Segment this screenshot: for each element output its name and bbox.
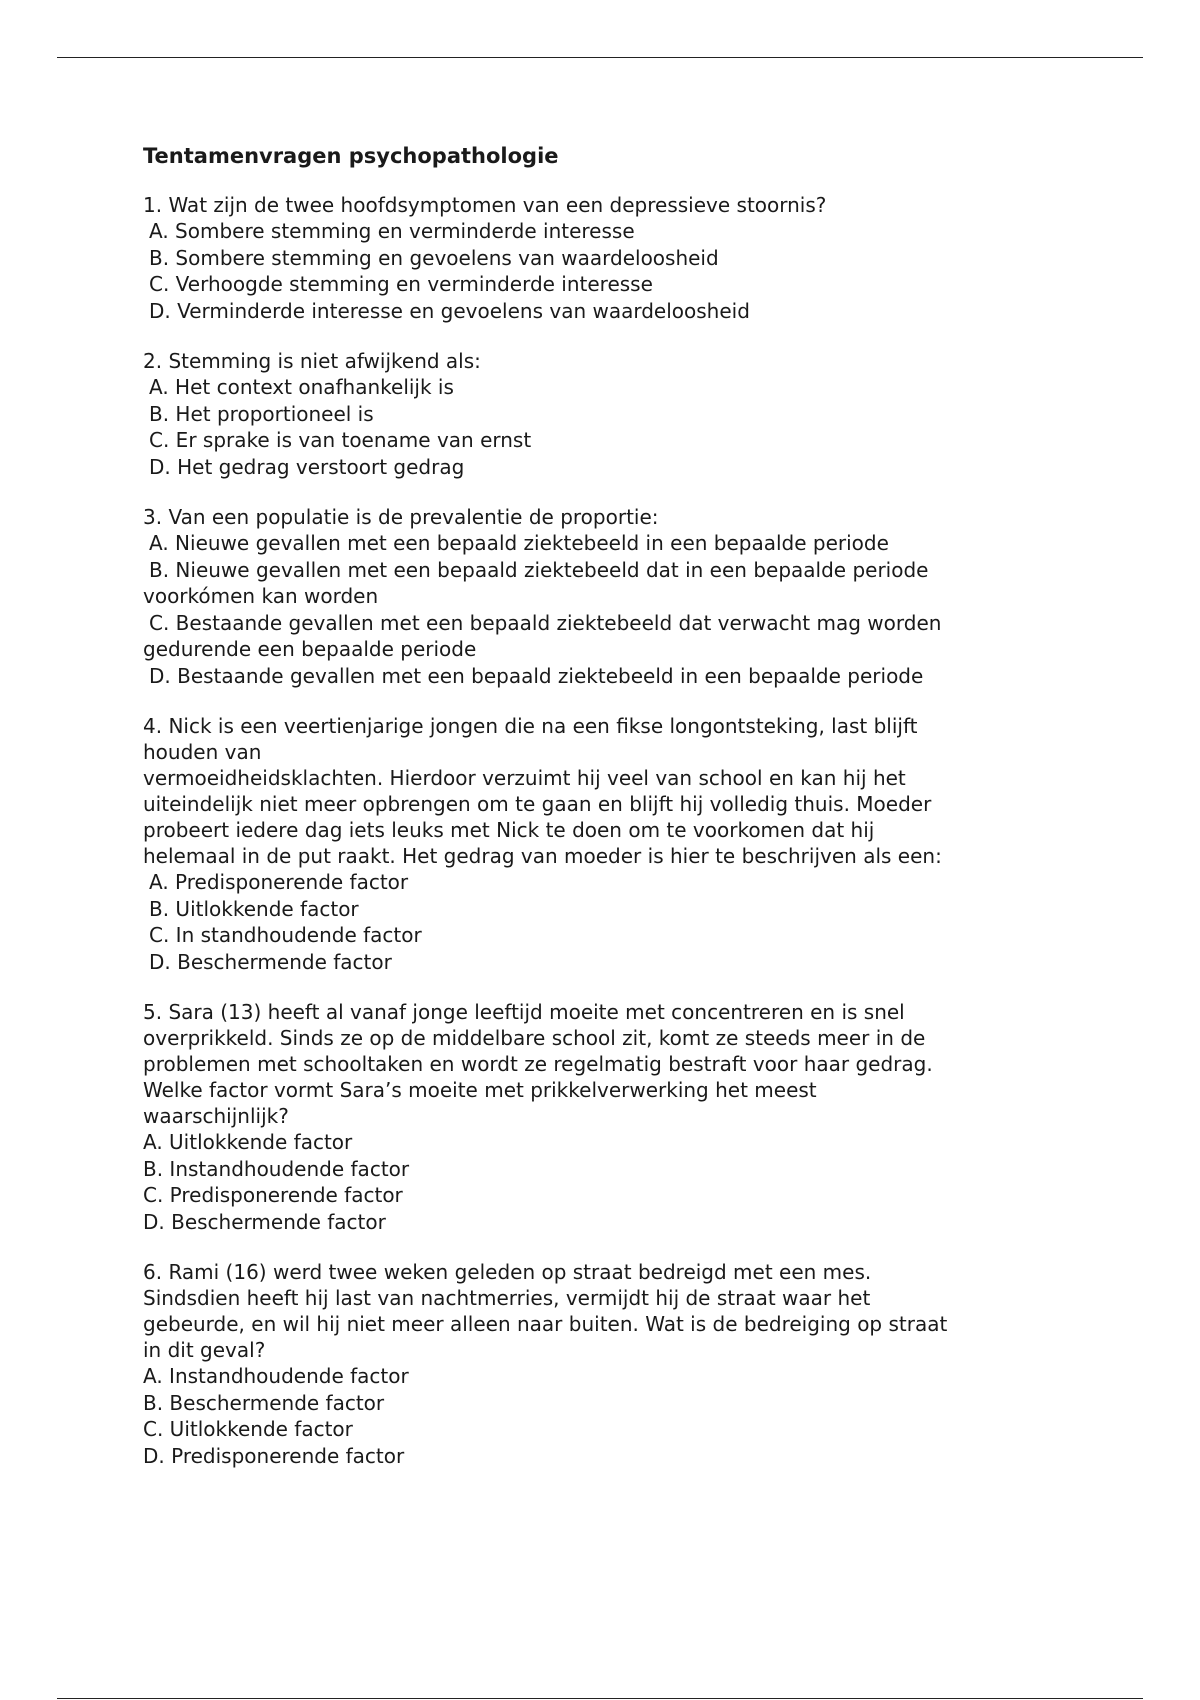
option-b: B. Het proportioneel is xyxy=(149,401,374,426)
question-3 xyxy=(143,504,1043,689)
option-b: B. Uitlokkende factor xyxy=(149,896,359,921)
document-body xyxy=(143,142,1043,1493)
question-2 xyxy=(143,348,1043,480)
option-d: D. Beschermende factor xyxy=(143,1209,386,1234)
option-d: D. Het gedrag verstoort gedrag xyxy=(149,454,465,479)
option-b xyxy=(143,557,1043,610)
option-c: C. In standhoudende factor xyxy=(149,923,422,947)
answer-options xyxy=(143,530,1043,689)
answer-options xyxy=(143,869,1043,975)
option-c: C. Uitlokkende factor xyxy=(143,1417,353,1441)
bottom-divider xyxy=(57,1698,1143,1699)
question-text: 6. Rami (16) werd twee weken geleden op straat bedreigd met een mes. Sindsdien heeft hij last van nachtmerries, vermijdt hij de straat waar het gebeurde, en wil hij niet meer alleen naar buiten. Wat is de bedreiging op straat in dit geval? xyxy=(143,1260,948,1362)
option-b-continuation: voorkómen kan worden xyxy=(143,584,379,608)
option-c-continuation: gedurende een bepaalde periode xyxy=(143,637,477,661)
option-c-line: C. Bestaande gevallen met een bepaald ziektebeeld dat verwacht mag worden xyxy=(149,610,942,635)
question-text: 4. Nick is een veertienjarige jongen die na een fikse longontsteking, last blijft houden van vermoeidheidsklachten. Hierdoor verzuimt hij veel van school en kan hij het uiteindelijk niet meer opbrengen om te gaan en blijft hij volledig thuis. Moeder probeert iedere dag iets leuks met Nick te doen om te voorkomen dat hij helemaal in de put raakt. Het gedrag van moeder is hier te beschrijven als een: xyxy=(143,714,942,868)
question-text: 3. Van een populatie is de prevalentie de proportie: xyxy=(143,505,659,529)
option-c xyxy=(143,610,1043,663)
option-d: D. Predisponerende factor xyxy=(143,1443,405,1468)
question-1 xyxy=(143,192,1043,324)
option-d: D. Bestaande gevallen met een bepaald ziektebeeld in een bepaalde periode xyxy=(149,663,924,688)
answer-options xyxy=(143,218,1043,324)
option-a: A. Instandhoudende factor xyxy=(143,1364,409,1388)
option-b: B. Beschermende factor xyxy=(143,1390,385,1415)
option-a: A. Het context onafhankelijk is xyxy=(149,375,454,399)
option-c: C. Verhoogde stemming en verminderde interesse xyxy=(149,272,653,296)
answer-options xyxy=(143,1363,1043,1469)
option-b: B. Sombere stemming en gevoelens van waardeloosheid xyxy=(149,245,719,270)
option-a: A. Sombere stemming en verminderde interesse xyxy=(149,219,635,243)
top-divider xyxy=(57,57,1143,58)
option-b-line: B. Nieuwe gevallen met een bepaald ziektebeeld dat in een bepaalde periode xyxy=(149,557,929,582)
option-a: A. Uitlokkende factor xyxy=(143,1130,353,1154)
answer-options xyxy=(143,1129,1043,1235)
question-text: 1. Wat zijn de twee hoofdsymptomen van een depressieve stoornis? xyxy=(143,193,827,217)
option-c: C. Er sprake is van toename van ernst xyxy=(149,428,532,452)
option-d: D. Beschermende factor xyxy=(149,949,392,974)
answer-options xyxy=(143,374,1043,480)
option-c: C. Predisponerende factor xyxy=(143,1183,403,1207)
question-5 xyxy=(143,999,1043,1235)
option-a: A. Predisponerende factor xyxy=(149,870,409,894)
document-title: Tentamenvragen psychopathologie xyxy=(143,144,559,168)
option-b: B. Instandhoudende factor xyxy=(143,1156,410,1181)
question-text: 2. Stemming is niet afwijkend als: xyxy=(143,349,481,373)
option-d: D. Verminderde interesse en gevoelens van waardeloosheid xyxy=(149,298,750,323)
question-4 xyxy=(143,713,1043,975)
question-text: 5. Sara (13) heeft al vanaf jonge leeftijd moeite met concentreren en is snel overprikkeld. Sinds ze op de middelbare school zit, komt ze steeds meer in de problemen met schooltaken en wordt ze regelmatig bestraft voor haar gedrag. Welke factor vormt Sara’s moeite met prikkelverwerking het meest waarschijnlijk? xyxy=(143,1000,933,1128)
question-6 xyxy=(143,1259,1043,1469)
option-a: A. Nieuwe gevallen met een bepaald ziektebeeld in een bepaalde periode xyxy=(149,531,889,555)
